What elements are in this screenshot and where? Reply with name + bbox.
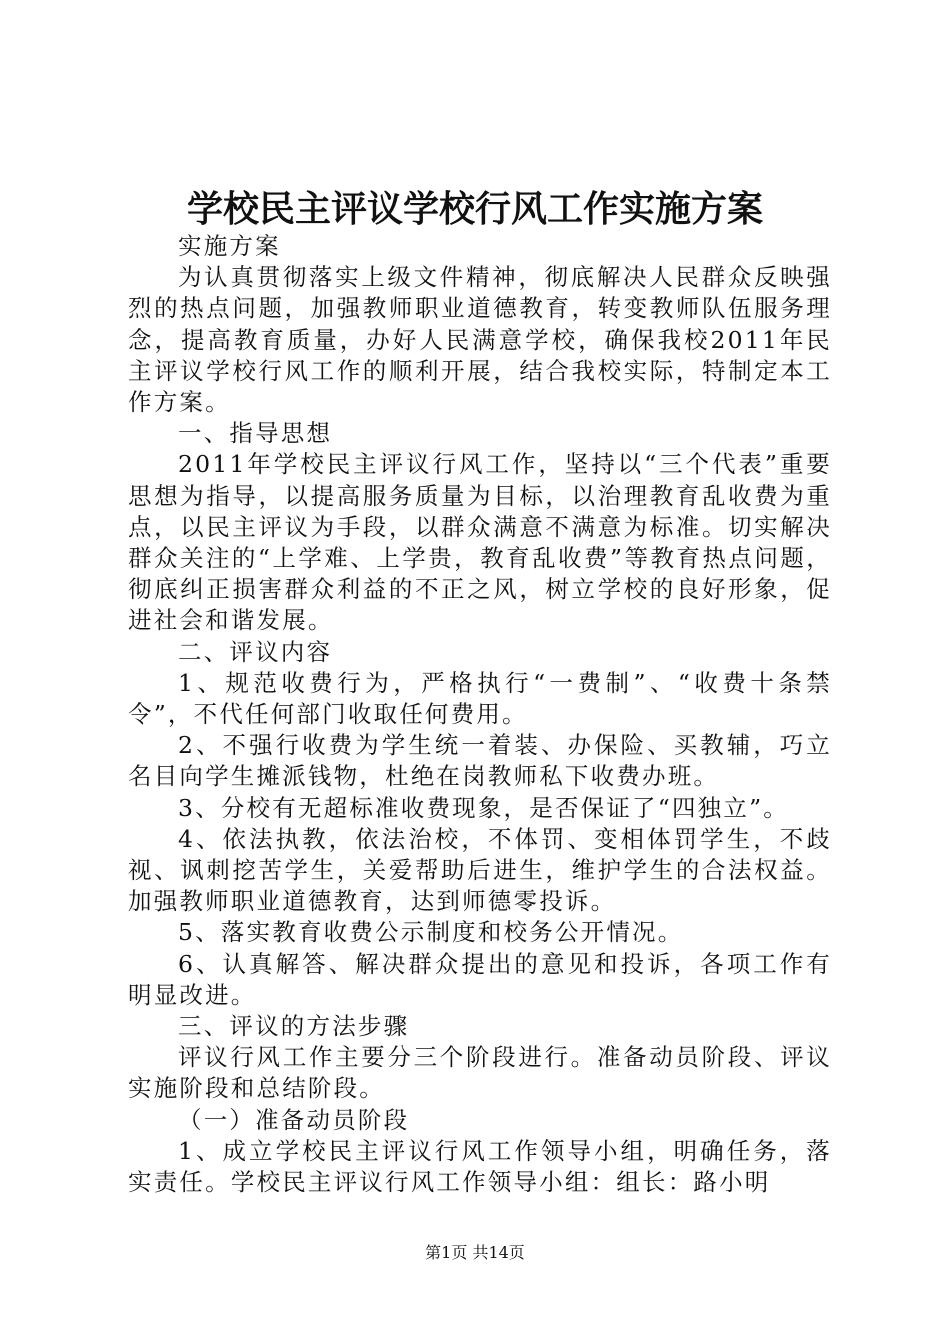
list-item: 5、落实教育收费公示制度和校务公开情况。: [178, 918, 684, 947]
section-heading: 二、评议内容: [178, 637, 333, 666]
list-item: 2、不强行收费为学生统一着装、办保险、买教辅，巧立名目向学生摊派钱物，杜绝在岗教师私下收费办班。: [128, 731, 832, 791]
list-item: 1、规范收费行为，严格执行“一费制”、“收费十条禁令”，不代任何部门收取任何费用。: [128, 668, 832, 729]
subsection-heading: （一）准备动员阶段: [178, 1105, 410, 1134]
list-item: 1、成立学校民主评议行风工作领导小组，明确任务，落实责任。学校民主评议行风工作领导小组：组长：路小明: [128, 1136, 832, 1197]
section-heading: 一、指导思想: [178, 419, 333, 448]
page-number: 第1页 共14页: [425, 1243, 525, 1262]
list-item: 6、认真解答、解决群众提出的意见和投诉，各项工作有明显改进。: [128, 949, 832, 1009]
paragraph: 评议行风工作主要分三个阶段进行。准备动员阶段、评议实施阶段和总结阶段。: [128, 1043, 832, 1103]
list-item: 3、分校有无超标准收费现象，是否保证了“四独立”。: [178, 793, 789, 822]
paragraph: 2011年学校民主评议行风工作，坚持以“三个代表”重要思想为指导，以提高服务质量为目标，以治理教育乱收费为重点，以民主评议为手段，以群众满意不满意为标准。切实解决群众关注的“上学难、上学贵，教育乱收费”等教育热点问题，彻底纠正损害群众利益的不正之风，树立学校的良好形象，促进社会和谐发展。: [128, 450, 832, 635]
paragraph: 为认真贯彻落实上级文件精神，彻底解决人民群众反映强烈的热点问题，加强教师职业道德教育，转变教师队伍服务理念，提高教育质量，办好人民满意学校，确保我校2011年民主评议学校行风工作的顺利开展，结合我校实际，特制定本工作方案。: [128, 263, 832, 417]
document-body: [128, 231, 832, 1198]
list-item: 4、依法执教，依法治校，不体罚、变相体罚学生，不歧视、讽刺挖苦学生，关爱帮助后进生，维护学生的合法权益。加强教师职业道德教育，达到师德零投诉。: [128, 824, 832, 916]
section-heading: 三、评议的方法步骤: [178, 1012, 410, 1041]
document-title: 学校民主评议学校行风工作实施方案: [186, 188, 763, 230]
paragraph: 实施方案: [178, 232, 281, 260]
